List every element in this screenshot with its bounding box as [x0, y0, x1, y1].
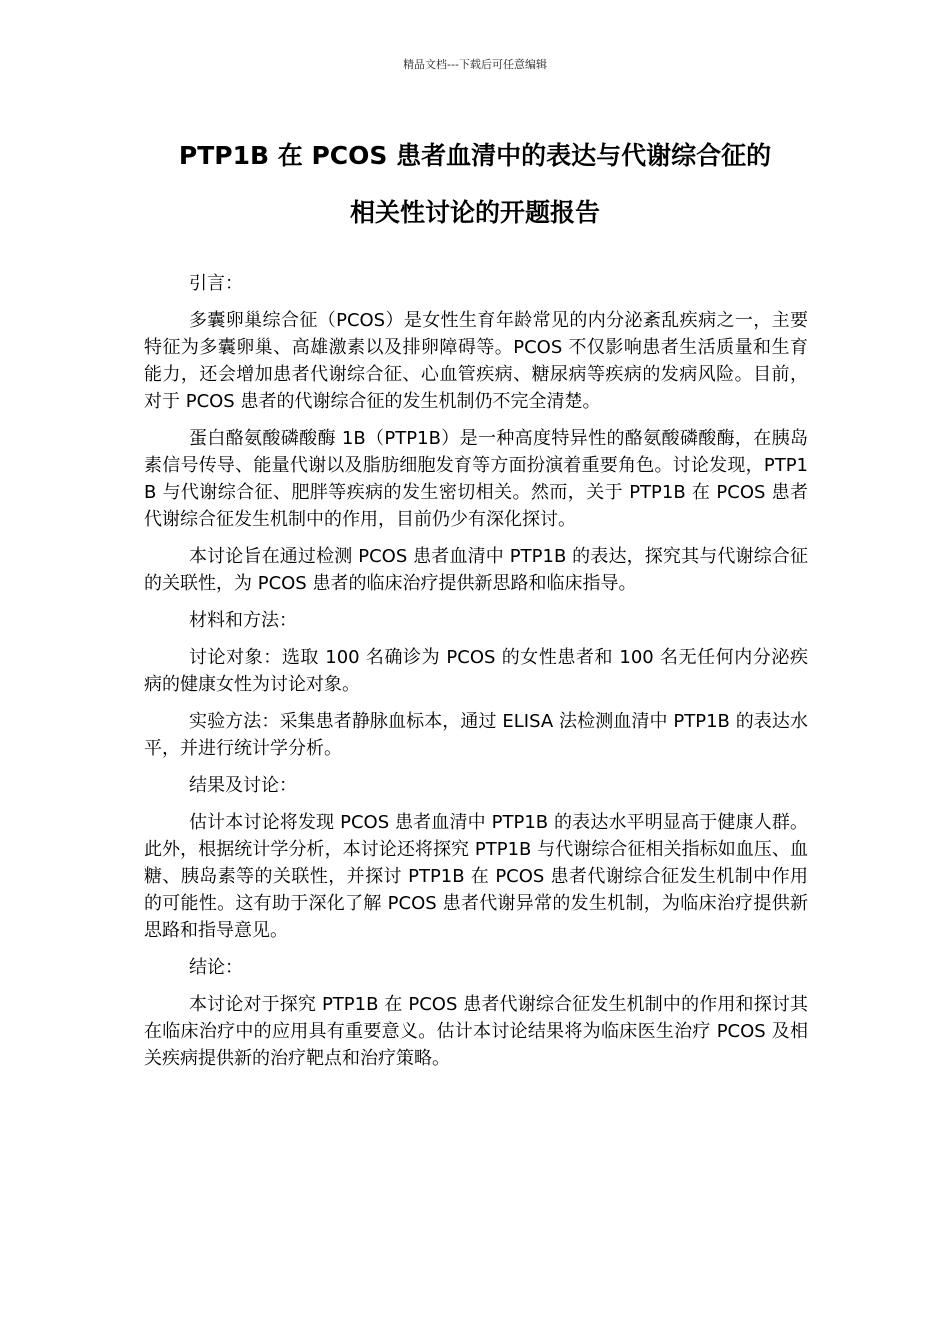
paragraph-methods-2: 实验方法：采集患者静脉血标本，通过 ELISA 法检测血清中 PTP1B 的表达水平，并进行统计学分析。	[144, 711, 808, 759]
document-title-line-2: 相关性讨论的开题报告	[349, 198, 600, 227]
paragraph-conclusion-1: 本讨论对于探究 PTP1B 在 PCOS 患者代谢综合征发生机制中的作用和探讨其在临床治疗中的应用具有重要意义。估计本讨论结果将为临床医生治疗 PCOS 及相关疾病提供新的治疗靶点和治疗策略。	[144, 994, 808, 1069]
paragraph-methods-1: 讨论对象：选取 100 名确诊为 PCOS 的女性患者和 100 名无任何内分泌疾病的健康女性为讨论对象。	[144, 647, 808, 695]
paragraph-intro-1: 多囊卵巢综合征（PCOS）是女性生育年龄常见的内分泌紊乱疾病之一，主要特征为多囊卵巢、高雄激素以及排卵障碍等。PCOS 不仅影响患者生活质量和生育能力，还会增加患者代谢综合征、心血管疾病、糖尿病等疾病的发病风险。目前，对于 PCOS 患者的代谢综合征的发生机制仍不完全清楚。	[144, 310, 808, 412]
paragraph-results-1: 估计本讨论将发现 PCOS 患者血清中 PTP1B 的表达水平明显高于健康人群。此外，根据统计学分析，本讨论还将探究 PTP1B 与代谢综合征相关指标如血压、血糖、胰岛素等的关联性，并探讨 PTP1B 在 PCOS 患者代谢综合征发生机制中作用的可能性。这有助于深化了解 PCOS 患者代谢异常的发生机制，为临床治疗提供新思路和指导意见。	[144, 812, 808, 941]
document-body	[144, 270, 808, 1082]
paragraph-intro-3: 本讨论旨在通过检测 PCOS 患者血清中 PTP1B 的表达，探究其与代谢综合征的关联性，为 PCOS 患者的临床治疗提供新思路和临床指导。	[144, 546, 808, 594]
section-heading-methods: 材料和方法：	[189, 610, 297, 631]
paragraph-intro-2: 蛋白酪氨酸磷酸酶 1B（PTP1B）是一种高度特异性的酪氨酸磷酸酶，在胰岛素信号传导、能量代谢以及脂肪细胞发育等方面扮演着重要角色。讨论发现，PTP1B 与代谢综合征、肥胖等疾病的发生密切相关。然而，关于 PTP1B 在 PCOS 患者代谢综合征发生机制中的作用，目前仍少有深化探讨。	[144, 428, 808, 530]
section-heading-introduction: 引言：	[189, 273, 243, 294]
section-heading-results: 结果及讨论：	[189, 775, 297, 796]
section-heading-conclusion: 结论：	[189, 957, 243, 978]
document-title-line-1: PTP1B 在 PCOS 患者血清中的表达与代谢综合征的	[178, 141, 772, 170]
header-note: 精品文档---下载后可任意编辑	[403, 58, 547, 71]
